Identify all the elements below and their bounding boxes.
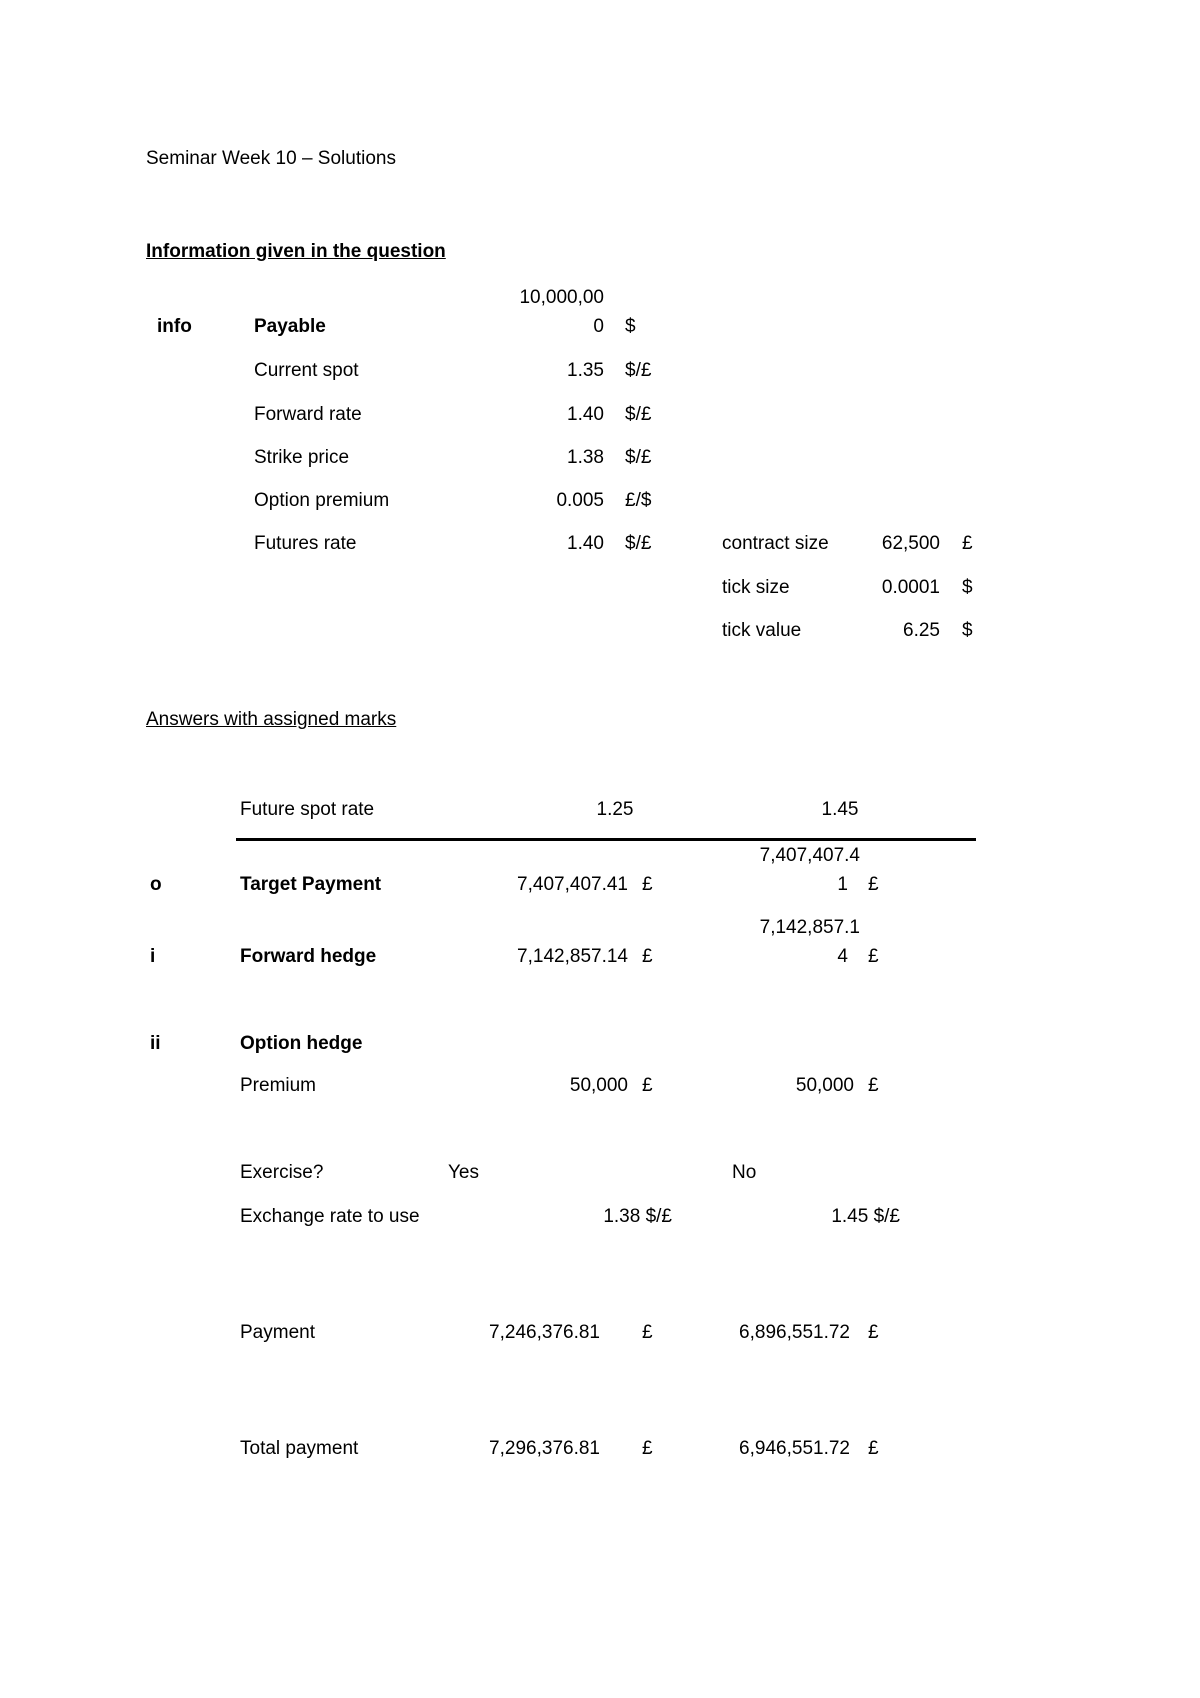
payment-value-2: 6,896,551.72 bbox=[739, 1322, 850, 1343]
payable-label: Payable bbox=[254, 316, 326, 337]
option-tag: ii bbox=[150, 1033, 161, 1054]
strike-price-unit: $/£ bbox=[625, 447, 652, 468]
exercise-label: Exercise? bbox=[240, 1162, 324, 1183]
contract-size-label: contract size bbox=[722, 533, 829, 554]
current-spot-value: 1.35 bbox=[567, 360, 604, 381]
total-payment-unit-1: £ bbox=[642, 1438, 653, 1459]
tick-value-label: tick value bbox=[722, 620, 802, 641]
total-payment-value-2: 6,946,551.72 bbox=[739, 1438, 850, 1459]
forward-value-2-line2: 4 bbox=[837, 946, 848, 967]
premium-label: Premium bbox=[240, 1075, 317, 1096]
future-spot-value-1: 1.25 bbox=[596, 799, 634, 820]
forward-tag: i bbox=[150, 946, 156, 967]
futures-rate-unit: $/£ bbox=[625, 533, 652, 554]
forward-rate-label: Forward rate bbox=[254, 404, 362, 425]
answers-heading: Answers with assigned marks bbox=[146, 709, 397, 730]
contract-size-unit: £ bbox=[962, 533, 973, 554]
forward-label: Forward hedge bbox=[240, 946, 377, 967]
option-label: Option hedge bbox=[240, 1033, 363, 1054]
total-payment-value-1: 7,296,376.81 bbox=[489, 1438, 600, 1459]
futures-rate-value: 1.40 bbox=[567, 533, 604, 554]
current-spot-unit: $/£ bbox=[625, 360, 652, 381]
header-divider bbox=[236, 838, 976, 841]
futures-rate-label: Futures rate bbox=[254, 533, 357, 554]
target-tag: o bbox=[150, 874, 162, 895]
target-unit-2: £ bbox=[868, 874, 879, 895]
future-spot-value-2: 1.45 bbox=[821, 799, 859, 820]
premium-value-2: 50,000 bbox=[795, 1075, 854, 1096]
option-premium-unit: £/$ bbox=[625, 490, 652, 511]
future-spot-label: Future spot rate bbox=[240, 799, 375, 820]
forward-value-1: 7,142,857.14 bbox=[517, 946, 628, 967]
contract-size-value: 62,500 bbox=[881, 533, 940, 554]
rate-value-2: 1.45 $/£ bbox=[831, 1206, 900, 1227]
payable-value-line1: 10,000,00 bbox=[519, 287, 604, 308]
payable-value-line2: 0 bbox=[593, 316, 604, 337]
tick-size-value: 0.0001 bbox=[881, 577, 940, 598]
tick-size-label: tick size bbox=[722, 577, 790, 598]
forward-value-2-line1: 7,142,857.1 bbox=[759, 917, 860, 938]
payable-unit: $ bbox=[625, 316, 636, 337]
option-premium-value: 0.005 bbox=[556, 490, 604, 511]
strike-price-label: Strike price bbox=[254, 447, 350, 468]
payment-unit-2: £ bbox=[868, 1322, 879, 1343]
forward-unit-2: £ bbox=[868, 946, 879, 967]
total-payment-unit-2: £ bbox=[868, 1438, 879, 1459]
rate-label: Exchange rate to use bbox=[240, 1206, 420, 1227]
target-value-1: 7,407,407.41 bbox=[517, 874, 628, 895]
info-heading: Information given in the question bbox=[146, 241, 446, 262]
option-premium-label: Option premium bbox=[254, 490, 390, 511]
info-tag: info bbox=[157, 316, 192, 337]
payment-unit-1: £ bbox=[642, 1322, 653, 1343]
strike-price-value: 1.38 bbox=[567, 447, 604, 468]
target-unit-1: £ bbox=[642, 874, 653, 895]
current-spot-label: Current spot bbox=[254, 360, 359, 381]
target-value-2-line2: 1 bbox=[837, 874, 848, 895]
target-label: Target Payment bbox=[240, 874, 382, 895]
payment-label: Payment bbox=[240, 1322, 315, 1343]
exercise-value-1: Yes bbox=[448, 1162, 479, 1183]
payment-value-1: 7,246,376.81 bbox=[489, 1322, 600, 1343]
target-value-2-line1: 7,407,407.4 bbox=[759, 845, 860, 866]
forward-unit-1: £ bbox=[642, 946, 653, 967]
forward-rate-unit: $/£ bbox=[625, 404, 652, 425]
tick-value-value: 6.25 bbox=[903, 620, 940, 641]
page-title: Seminar Week 10 – Solutions bbox=[146, 148, 396, 169]
premium-value-1: 50,000 bbox=[569, 1075, 628, 1096]
rate-value-1: 1.38 $/£ bbox=[603, 1206, 672, 1227]
exercise-value-2: No bbox=[732, 1162, 757, 1183]
total-payment-label: Total payment bbox=[240, 1438, 359, 1459]
premium-unit-1: £ bbox=[642, 1075, 653, 1096]
forward-rate-value: 1.40 bbox=[567, 404, 604, 425]
tick-size-unit: $ bbox=[962, 577, 973, 598]
tick-value-unit: $ bbox=[962, 620, 973, 641]
premium-unit-2: £ bbox=[868, 1075, 879, 1096]
